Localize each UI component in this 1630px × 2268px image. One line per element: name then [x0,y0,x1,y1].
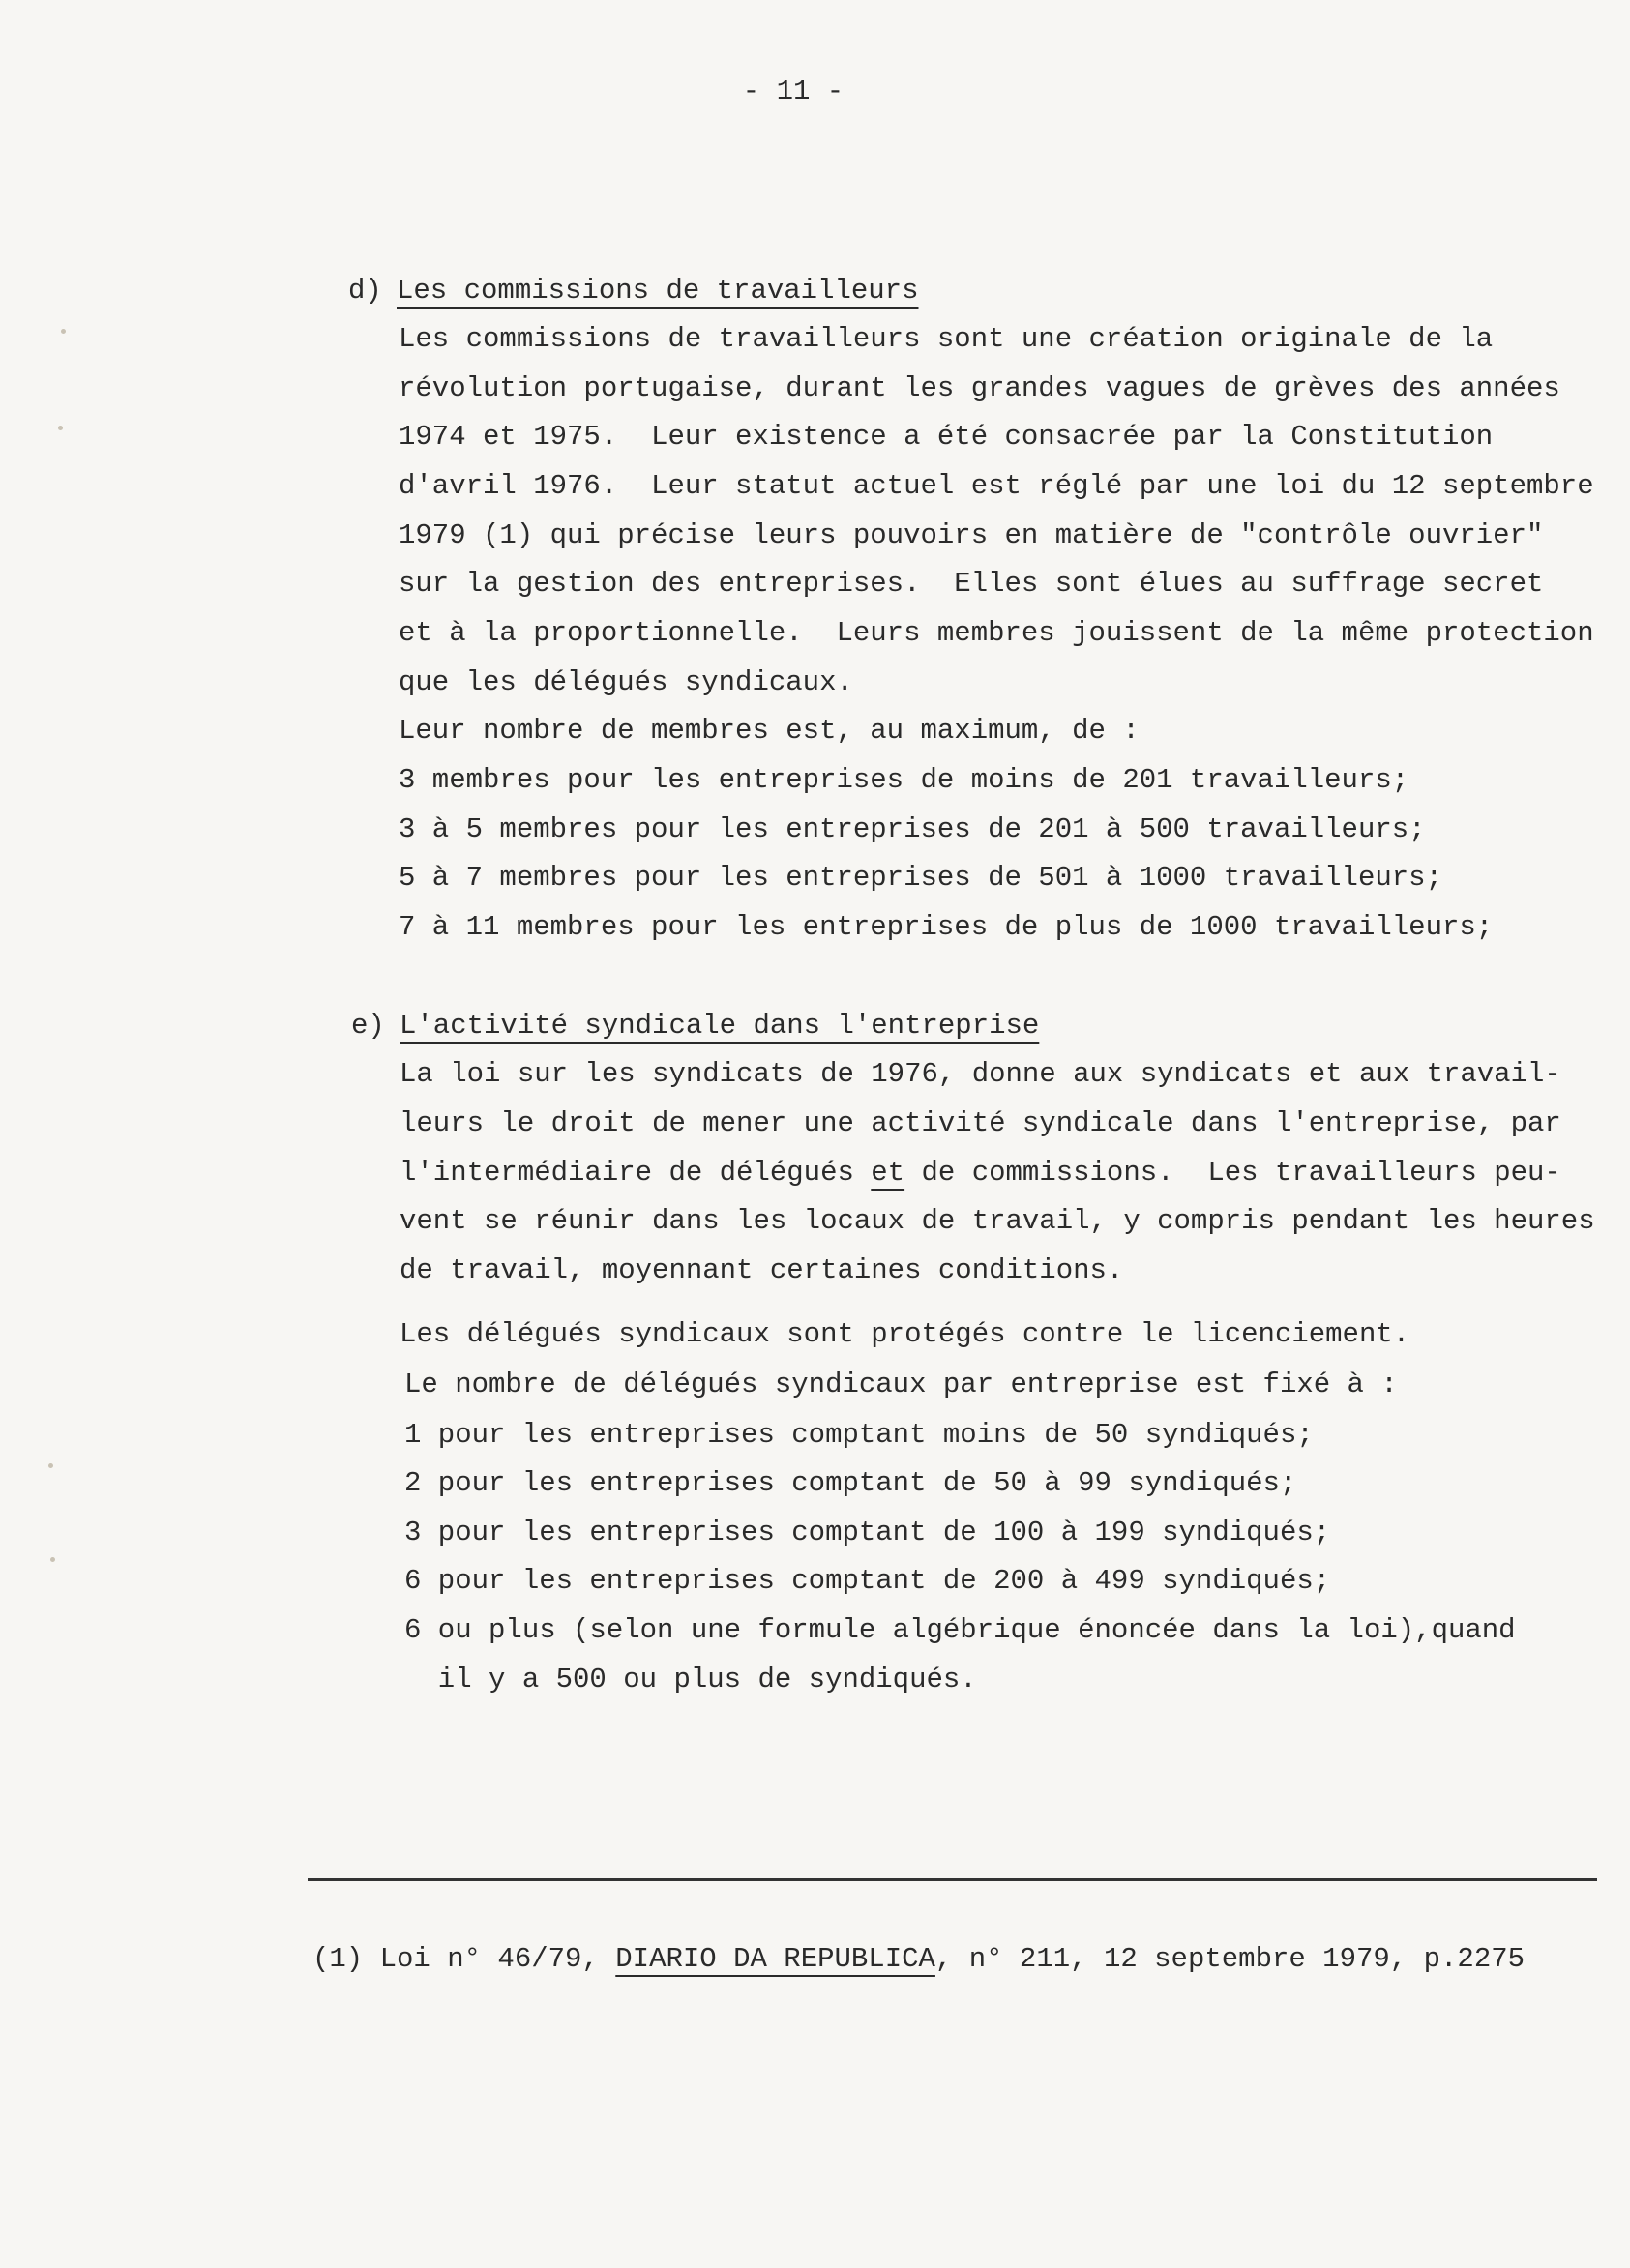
paper-speck [61,329,66,334]
list-item: 2 pour les entreprises comptant de 50 à 99 syndiqués; [404,1467,1297,1499]
section-e-heading: L'activité syndicale dans l'entreprise [400,1010,1040,1042]
paper-speck [58,426,63,430]
list-item: 6 pour les entreprises comptant de 200 à 499 syndiqués; [404,1565,1331,1597]
section-d-line: que les délégués syndicaux. [399,666,853,698]
list-item: 3 membres pour les entreprises de moins de 201 travailleurs; [399,764,1409,796]
section-d-line: révolution portugaise, durant les grandes vagues de grèves des années [399,372,1560,404]
section-e-text: de commissions. Les travailleurs peu- [904,1157,1561,1189]
section-e-line: Le nombre de délégués syndicaux par entreprise est fixé à : [404,1369,1398,1400]
emphasis-et: et [871,1157,905,1189]
footnote [312,1942,1525,1977]
section-e-text: l'intermédiaire de délégués [400,1157,872,1189]
footnote-suffix: , n° 211, 12 septembre 1979, p.2275 [934,1943,1526,1975]
footnote-prefix: (1) Loi n° 46/79, [312,1943,616,1975]
section-d-marker: d) [348,275,382,307]
section-d-line: 1974 et 1975. Leur existence a été consacrée par la Constitution [399,421,1494,453]
page-number: - 11 - [742,75,845,107]
list-item: 5 à 7 membres pour les entreprises de 501 à 1000 travailleurs; [399,862,1442,894]
section-e-line: Les délégués syndicaux sont protégés contre le licenciement. [400,1318,1410,1350]
list-item: il y a 500 ou plus de syndiqués. [404,1664,977,1695]
list-item: 7 à 11 membres pour les entreprises de plus de 1000 travailleurs; [399,911,1494,943]
list-item: 6 ou plus (selon une formule algébrique énoncée dans la loi),quand [404,1614,1516,1646]
section-e-line: vent se réunir dans les locaux de travail, y compris pendant les heures [400,1205,1595,1237]
footnote-source: DIARIO DA REPUBLICA [615,1943,935,1975]
list-item: 3 pour les entreprises comptant de 100 à 199 syndiqués; [404,1517,1331,1548]
section-d-line: Leur nombre de membres est, au maximum, de : [399,715,1140,747]
list-item: 3 à 5 membres pour les entreprises de 201 à 500 travailleurs; [399,813,1426,845]
section-e-line: leurs le droit de mener une activité syndicale dans l'entreprise, par [400,1107,1561,1139]
paper-speck [48,1463,53,1468]
section-d-line: et à la proportionnelle. Leurs membres jouissent de la même protection [399,617,1594,649]
section-e-marker: e) [351,1010,385,1042]
section-d-line: sur la gestion des entreprises. Elles sont élues au suffrage secret [399,568,1544,600]
paper-speck [50,1557,55,1562]
section-e-line [400,1156,1561,1191]
section-d-line: Les commissions de travailleurs sont une création originale de la [399,323,1494,355]
footnote-divider [308,1878,1597,1881]
section-d-line: d'avril 1976. Leur statut actuel est réglé par une loi du 12 septembre [399,470,1594,502]
section-d-heading: Les commissions de travailleurs [397,275,919,307]
section-e-line: La loi sur les syndicats de 1976, donne aux syndicats et aux travail- [400,1058,1561,1090]
section-e-line: de travail, moyennant certaines conditions. [400,1254,1124,1286]
section-d-line: 1979 (1) qui précise leurs pouvoirs en matière de "contrôle ouvrier" [399,519,1544,551]
list-item: 1 pour les entreprises comptant moins de 50 syndiqués; [404,1419,1314,1451]
